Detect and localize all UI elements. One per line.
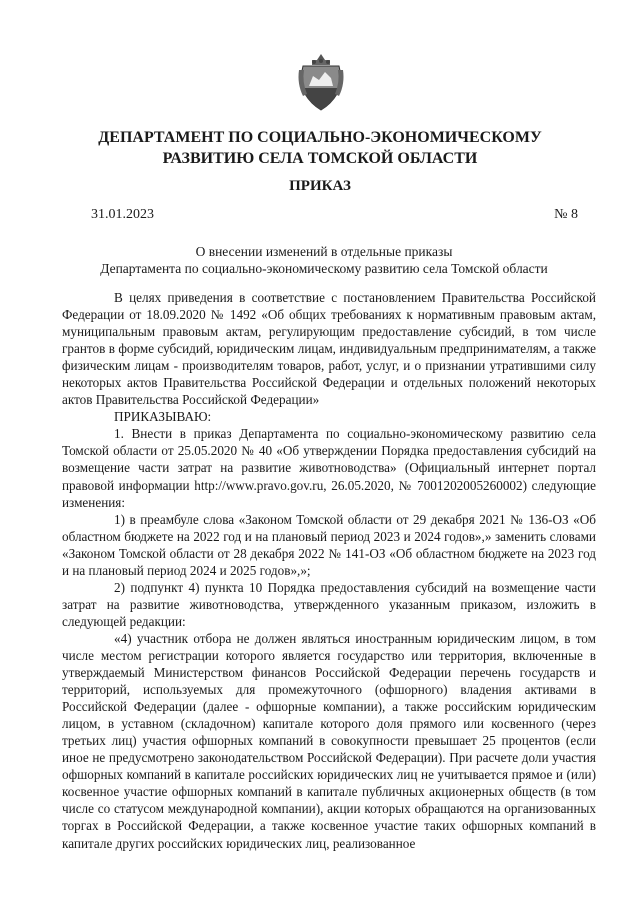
coat-of-arms-emblem	[297, 52, 345, 114]
department-name-line2: РАЗВИТИЮ СЕЛА ТОМСКОЙ ОБЛАСТИ	[162, 150, 478, 167]
document-number: № 8	[554, 207, 578, 222]
document-body	[62, 289, 596, 852]
paragraph-item-1: 1. Внести в приказ Департамента по социально-экономическому развитию села Томской области от 25.05.2020 № 40 «Об утверждении Порядка предоставления субсидий на возмещение части затрат на развитие животноводства» (Официальный интернет портал правовой информации http://www.pravo.gov.ru, 26.05.2020, № 7001202005260002) следующие изменения:	[62, 426, 596, 510]
document-type: ПРИКАЗ	[289, 178, 351, 194]
subject-line2: Департамента по социально-экономическому развитию села Томской области	[100, 261, 548, 276]
paragraph-preamble: В целях приведения в соответствие с постановлением Правительства Российской Федерации от 18.09.2020 № 1492 «Об общих требованиях к нормативным правовым актам, муниципальным правовым актам, регулирующим предоставление субсидий, в том числе грантов в форме субсидий, юридическим лицам, индивидуальным предпринимателям, а также физическим лицам - производителям товаров, работ, услуг, и о признании утратившими силу некоторых актов Правительства Российской Федерации и отдельных положений некоторых актов Правительства Российской Федерации»	[62, 290, 596, 408]
document-subject	[60, 243, 588, 277]
subject-line1: О внесении изменений в отдельные приказы	[195, 244, 453, 259]
department-name-line1: ДЕПАРТАМЕНТ ПО СОЦИАЛЬНО-ЭКОНОМИЧЕСКОМУ	[98, 129, 542, 146]
department-name	[40, 127, 600, 169]
paragraph-subitem-2: 2) подпункт 4) пункта 10 Порядка предоставления субсидий на возмещение части затрат на развитие животноводства, утвержденного указанным приказом, изложить в следующей редакции:	[62, 579, 596, 629]
paragraph-quoted-text: «4) участник отбора не должен являться иностранным юридическим лицом, в том числе местом регистрации которого является государство или территория, включенные в утверждаемый Министерством финансов Российской Федерации перечень государств и территорий, используемых для промежуточного (офшорного) владения активами в Российской Федерации (далее - офшорные компании), а также российским юридическим лицом, в уставном (складочном) капитале которого доля прямого или косвенного (через третьих лиц) участия офшорных компаний в совокупности превышает 25 процентов (если иное не предусмотрено законодательством Российской Федерации). При расчете доли участия офшорных компаний в капитале российских юридических лиц не учитывается прямое и (или) косвенное участие офшорных компаний в капитале публичных акционерных обществ (в том числе со статусом международной компании), акции которых обращаются на организованных торгах в Российской Федерации, а также косвенное участие таких офшорных компаний в капитале других российских юридических лиц, реализованное	[62, 630, 596, 851]
paragraph-order: ПРИКАЗЫВАЮ:	[114, 409, 212, 425]
document-date: 31.01.2023	[91, 207, 154, 222]
paragraph-subitem-1: 1) в преамбуле слова «Законом Томской области от 29 декабря 2021 № 136-ОЗ «Об областном бюджете на 2022 год и на плановый период 2023 и 2024 годов»,» заменить словами «Законом Томской области от 28 декабря 2022 № 141-ОЗ «Об областном бюджете на 2023 год и на плановый период 2024 и 2025 годов»,»;	[62, 511, 596, 578]
